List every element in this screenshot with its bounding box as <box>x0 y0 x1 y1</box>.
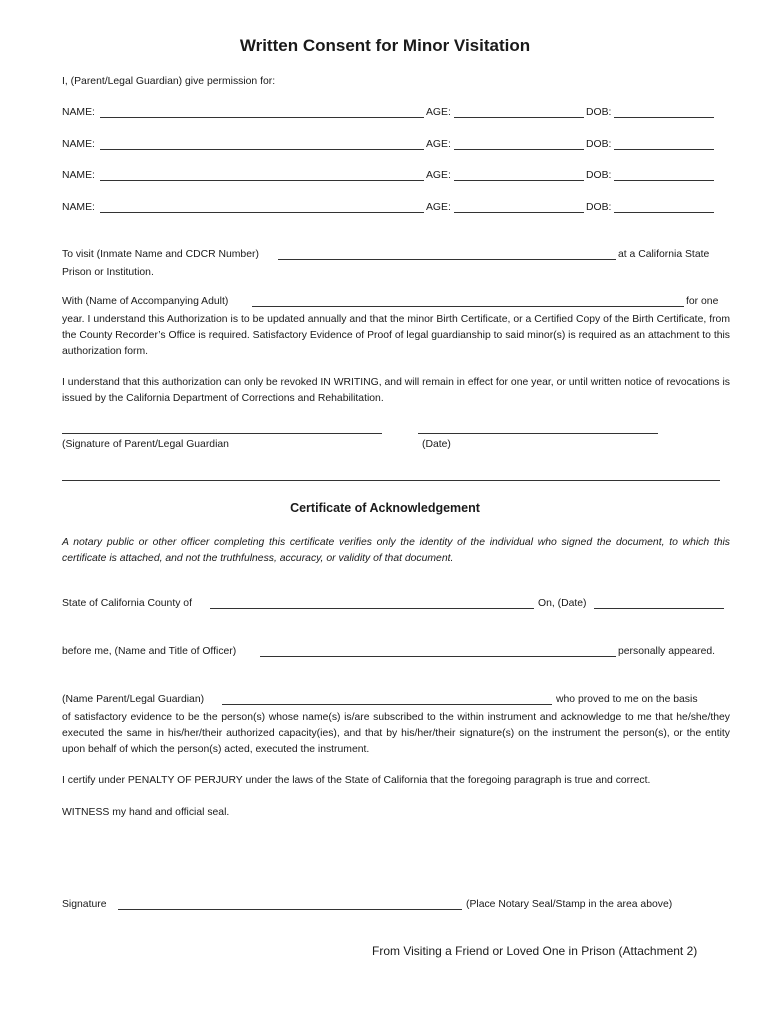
guardian-row <box>62 694 722 710</box>
name-label: NAME: <box>62 107 95 118</box>
intro-text: I, (Parent/Legal Guardian) give permission for: <box>62 76 276 87</box>
officer-field[interactable] <box>260 646 616 657</box>
footer-note: From Visiting a Friend or Loved One in Prison (Attachment 2) <box>372 944 698 958</box>
age-field[interactable] <box>454 139 584 150</box>
guardian-field[interactable] <box>222 694 552 705</box>
notary-signature-label: Signature <box>62 899 107 910</box>
dob-label: DOB: <box>586 202 612 213</box>
date-label: (Date) <box>422 439 451 450</box>
dob-label: DOB: <box>586 107 612 118</box>
page-title: Written Consent for Minor Visitation <box>239 36 531 55</box>
inmate-field[interactable] <box>278 249 616 260</box>
age-label: AGE: <box>426 202 451 213</box>
dob-field[interactable] <box>614 139 714 150</box>
name-field[interactable] <box>100 139 424 150</box>
officer-row <box>62 646 722 662</box>
age-label: AGE: <box>426 107 451 118</box>
age-label: AGE: <box>426 139 451 150</box>
notary-signature-field[interactable] <box>118 899 462 910</box>
visit-line2: Prison or Institution. <box>62 267 154 278</box>
signature-line[interactable] <box>62 433 382 434</box>
minor-row-2 <box>62 139 722 155</box>
adult-suffix: for one <box>686 296 719 307</box>
name-field[interactable] <box>100 107 424 118</box>
proved-body: of satisfactory evidence to be the person(s) whose name(s) is/are subscribed to the within instrument and acknowledge to me that he/she/they executed the same in his/her/their authorized capacity(ies), and that by his/her/their signature(s) on the instrument the person(s), or the entity upon behalf of which the person(s) acted, executed the instrument. <box>62 712 730 755</box>
visit-row <box>62 249 722 265</box>
adult-label: With (Name of Accompanying Adult) <box>62 296 229 307</box>
adult-body: year. I understand this Authorization is to be updated annually and that the minor Birth Certificate, or a Certified Copy of the Birth Certificate, from the County Recorder’s Office is required. Satisfactory Evidence of Proof of legal guardianship to said minor(s) is required as an attachment to this authorization form. <box>62 314 730 357</box>
visit-suffix: at a California State <box>618 249 710 260</box>
certificate-notice: A notary public or other officer completing this certificate verifies only the identity of the individual who signed the document, to which this certificate is attached, and not the truthfulness, accuracy, or validity of that document. <box>62 537 730 564</box>
age-field[interactable] <box>454 202 584 213</box>
revocation-text: I understand that this authorization can only be revoked IN WRITING, and will remain in effect for one year, or until written notice of revocations is issued by the California Department of Corrections and Rehabilitation. <box>62 377 730 404</box>
seal-label: (Place Notary Seal/Stamp in the area above) <box>466 899 673 910</box>
state-label: State of California County of <box>62 598 192 609</box>
visit-label: To visit (Inmate Name and CDCR Number) <box>62 249 259 260</box>
on-date-field[interactable] <box>594 598 724 609</box>
name-field[interactable] <box>100 202 424 213</box>
minor-row-3 <box>62 170 722 186</box>
state-row <box>62 598 722 614</box>
adult-row <box>62 296 722 312</box>
age-label: AGE: <box>426 170 451 181</box>
signature-label: (Signature of Parent/Legal Guardian <box>62 439 229 450</box>
dob-field[interactable] <box>614 170 714 181</box>
proved-label: who proved to me on the basis <box>556 694 698 705</box>
dob-field[interactable] <box>614 107 714 118</box>
adult-field[interactable] <box>252 296 684 307</box>
minor-row-1 <box>62 107 722 123</box>
perjury-text: I certify under PENALTY OF PERJURY under the laws of the State of California that the foregoing paragraph is true and correct. <box>62 775 651 786</box>
dob-field[interactable] <box>614 202 714 213</box>
section-divider <box>62 480 720 481</box>
dob-label: DOB: <box>586 170 612 181</box>
name-label: NAME: <box>62 170 95 181</box>
date-line[interactable] <box>418 433 658 434</box>
age-field[interactable] <box>454 107 584 118</box>
name-label: NAME: <box>62 139 95 150</box>
age-field[interactable] <box>454 170 584 181</box>
appeared-label: personally appeared. <box>618 646 716 657</box>
dob-label: DOB: <box>586 139 612 150</box>
certificate-title: Certificate of Acknowledgement <box>290 501 480 515</box>
county-field[interactable] <box>210 598 534 609</box>
name-field[interactable] <box>100 170 424 181</box>
name-label: NAME: <box>62 202 95 213</box>
notary-signature-row <box>62 899 722 915</box>
before-label: before me, (Name and Title of Officer) <box>62 646 237 657</box>
on-date-label: On, (Date) <box>538 598 587 609</box>
witness-text: WITNESS my hand and official seal. <box>62 807 230 818</box>
guardian-label: (Name Parent/Legal Guardian) <box>62 694 205 705</box>
minor-row-4 <box>62 202 722 218</box>
